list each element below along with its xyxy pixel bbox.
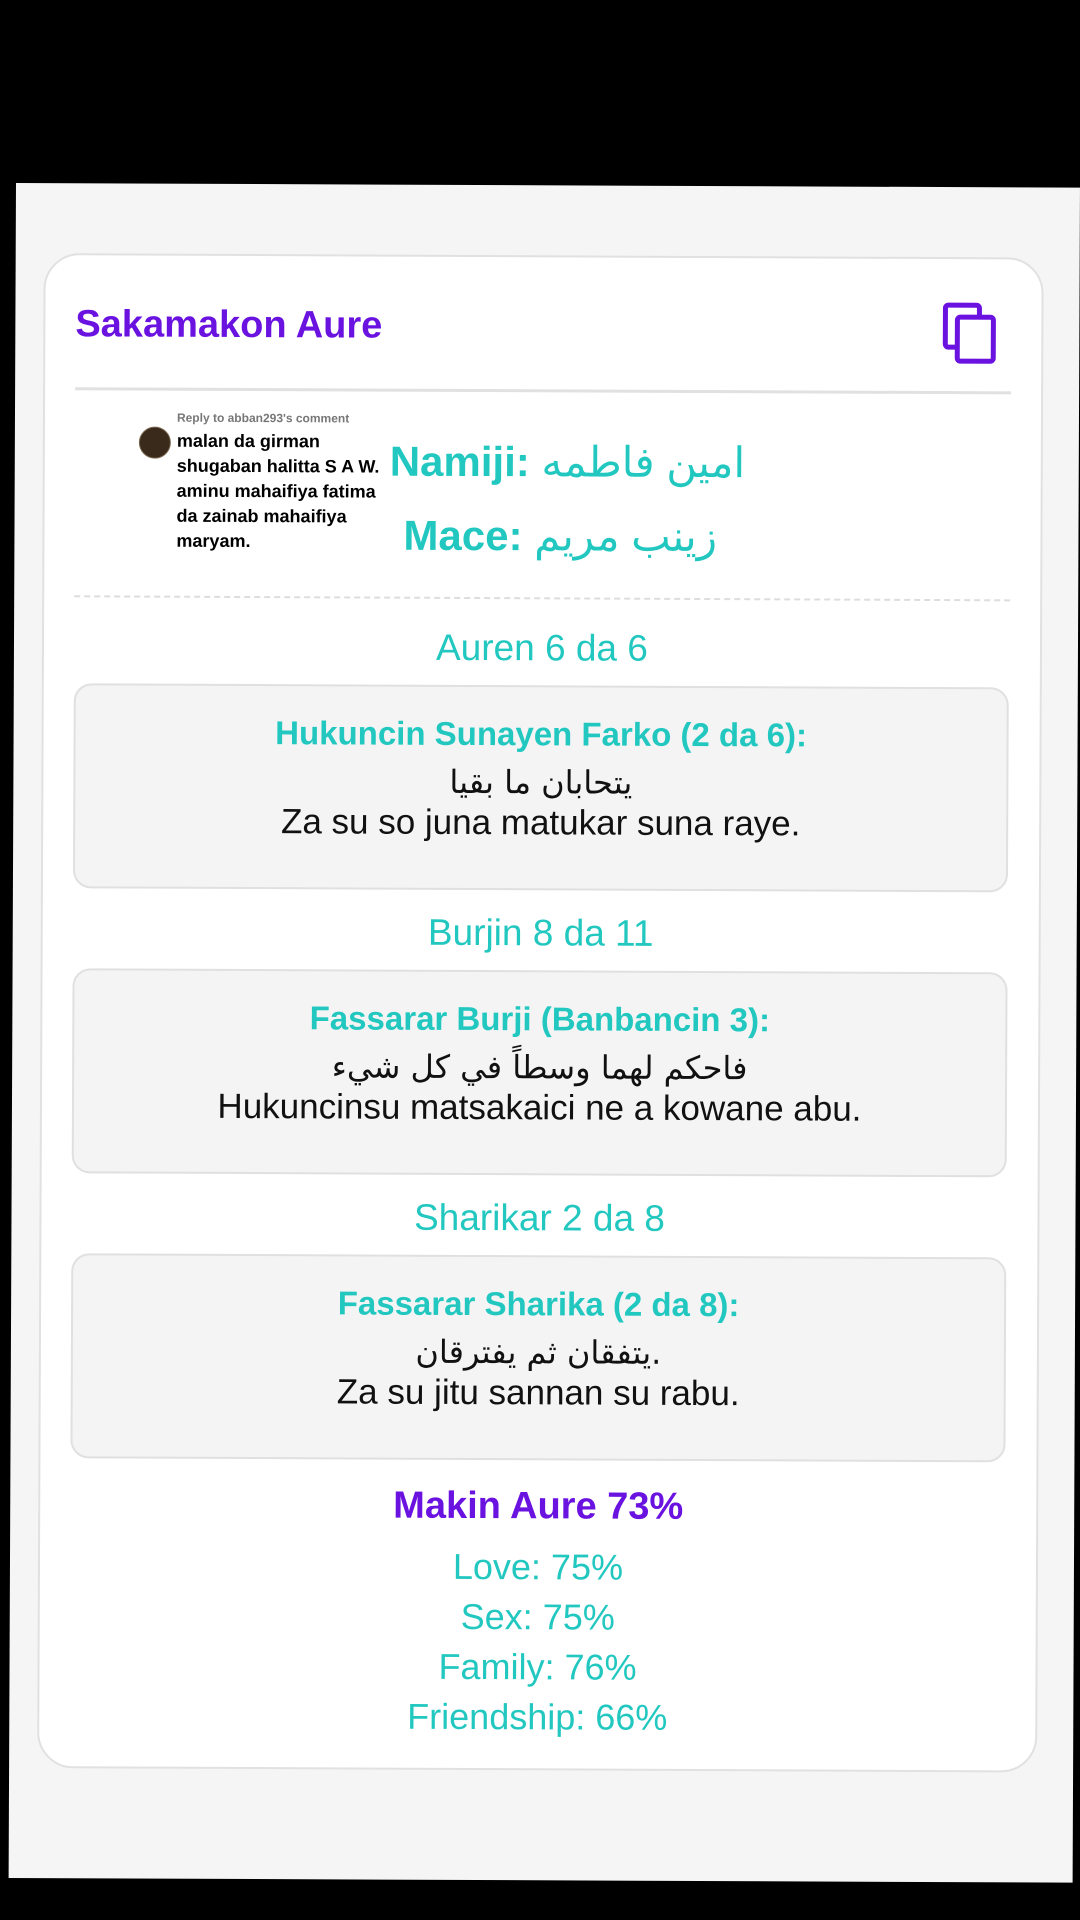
names-block <box>389 437 745 587</box>
box-title: Hukuncin Sunayen Farko (2 da 6): <box>275 714 808 754</box>
box-title: Fassarar Sharika (2 da 8): <box>337 1284 740 1324</box>
box-arabic-text: يتفقان ثم يفترقان. <box>415 1332 662 1372</box>
copy-icon <box>941 301 999 365</box>
stat-sex: Sex: 75% <box>460 1595 615 1638</box>
mace-line <box>389 511 745 587</box>
namiji-line <box>390 437 746 513</box>
box-translation: Za su so juna matukar suna raye. <box>280 802 801 844</box>
reply-comment <box>138 411 389 572</box>
namiji-value: امين فاطمه <box>541 438 746 487</box>
card-title: Sakamakon Aure <box>75 303 383 347</box>
box-arabic-text: يتحابان ما بقيا <box>449 762 633 802</box>
section-label-burji: Burjin 8 da 11 <box>427 911 654 954</box>
burji-box <box>72 968 1008 1177</box>
hukunci-box <box>73 683 1009 892</box>
copy-button[interactable] <box>941 301 999 365</box>
box-translation: Hukuncinsu matsakaici ne a kowane abu. <box>217 1086 862 1129</box>
reply-comment-text: malan da girman shugaban halitta S A W. aminu mahaifiya fatima da zainab mahaifiya maryam. <box>176 430 380 552</box>
stat-friendship: Friendship: 66% <box>407 1695 668 1738</box>
stat-family: Family: 76% <box>438 1645 637 1688</box>
stat-love: Love: 75% <box>452 1545 624 1588</box>
section-label-auren: Auren 6 da 6 <box>435 626 649 669</box>
sharika-box <box>70 1253 1006 1462</box>
header-divider <box>75 387 1011 394</box>
mace-label: Mace: <box>403 511 523 560</box>
box-arabic-text: فاحكم لهما وسطاً في كل شيء <box>331 1047 748 1088</box>
names-divider <box>74 595 1010 601</box>
screen-paper <box>9 183 1080 1883</box>
avatar <box>139 427 171 459</box>
reply-to-label: Reply to abban293's comment <box>176 410 350 426</box>
mace-value: زينب مريم <box>534 512 718 561</box>
result-card <box>37 253 1044 1772</box>
card-header <box>75 297 1011 371</box>
section-label-sharika: Sharikar 2 da 8 <box>413 1196 666 1239</box>
stats-list <box>39 1540 1036 1744</box>
box-title: Fassarar Burji (Banbancin 3): <box>309 999 771 1039</box>
namiji-label: Namiji: <box>389 437 530 486</box>
box-translation: Za su jitu sannan su rabu. <box>336 1372 740 1414</box>
makin-aure-score: Makin Aure 73% <box>393 1484 684 1528</box>
